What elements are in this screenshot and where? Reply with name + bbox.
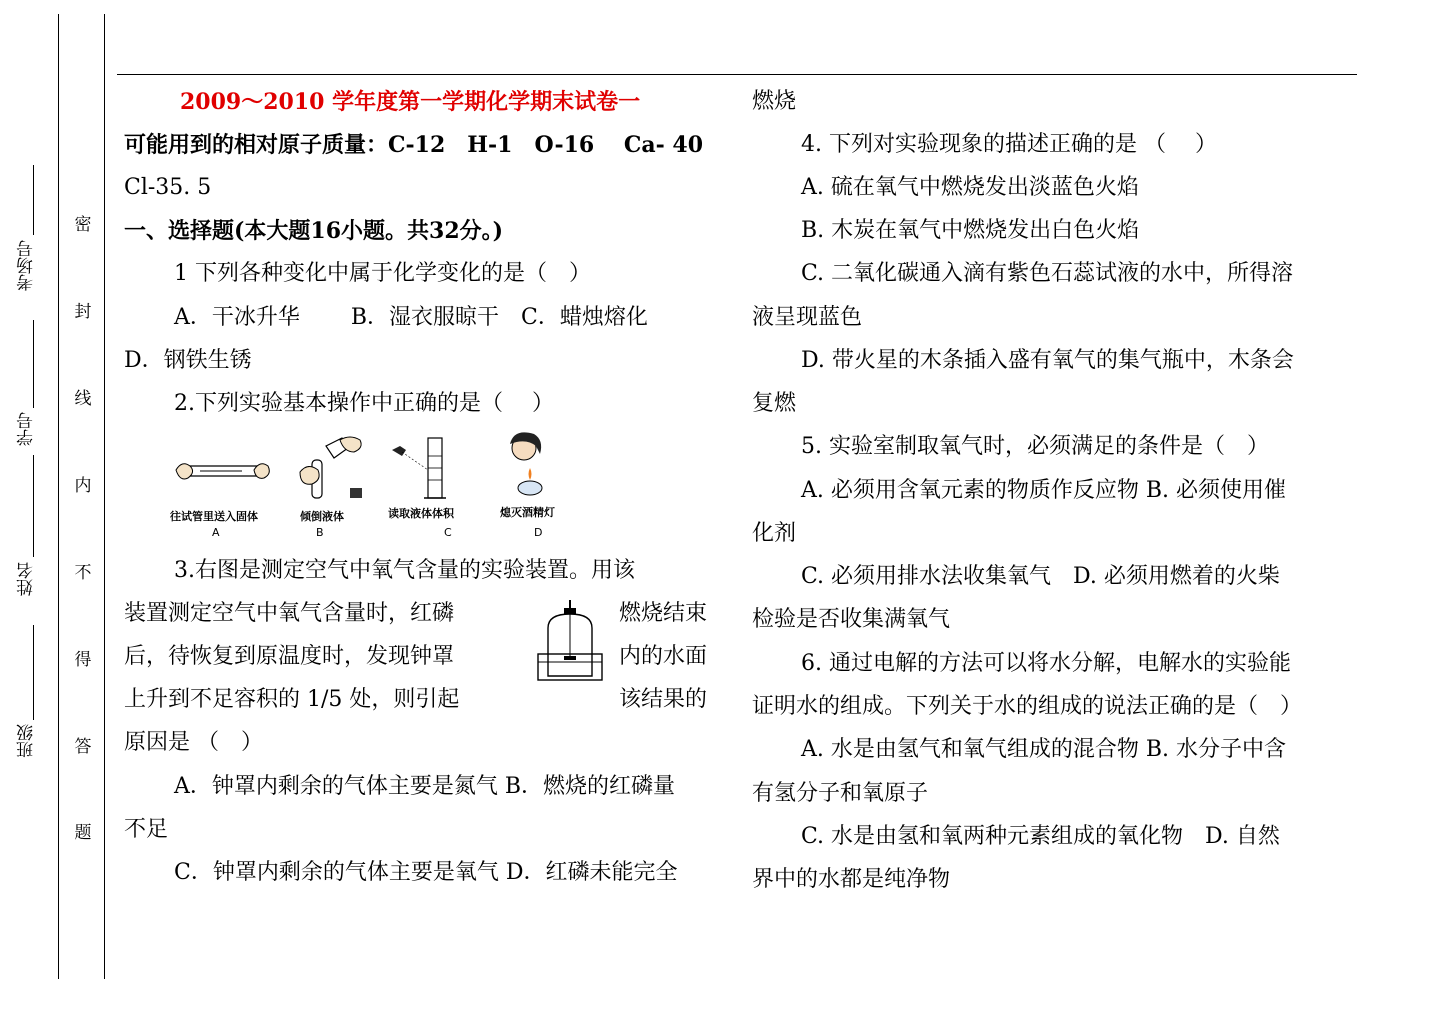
question-3-text: 原因是 （ ） <box>124 730 263 755</box>
question-5-options: 化剂 <box>752 521 797 546</box>
test-tube-solid-illustration <box>172 440 272 502</box>
section-heading: 一、选择题(本大题16小题。共32分。) <box>124 218 504 244</box>
pour-liquid-illustration <box>282 432 372 504</box>
student-id-label: 学号 <box>17 412 37 446</box>
figure-caption: 熄灭酒精灯 <box>500 506 555 519</box>
exam-room-field <box>33 165 34 235</box>
question-3-text: 后，待恢复到原温度时，发现钟罩 <box>124 644 455 669</box>
blow-out-lamp-illustration <box>494 428 554 500</box>
bell-jar-apparatus-illustration <box>534 598 606 688</box>
seal-char: 答 <box>74 737 92 757</box>
question-5-options: 检验是否收集满氧气 <box>752 607 951 632</box>
question-1-option-d: D．钢铁生锈 <box>124 348 252 373</box>
question-5-options: A. 必须用含氧元素的物质作反应物 B. 必须使用催 <box>801 478 1287 503</box>
seal-char: 封 <box>74 302 92 322</box>
question-3: 3.右图是测定空气中氧气含量的实验装置。用该 <box>174 558 635 583</box>
question-3-text: 内的水面 <box>619 644 708 669</box>
seal-char: 密 <box>74 215 92 235</box>
question-6: 6. 通过电解的方法可以将水分解，电解水的实验能 <box>801 651 1291 676</box>
binding-line-outer <box>58 14 59 979</box>
figure-letter: B <box>316 526 324 539</box>
question-5-options: C. 必须用排水法收集氧气 D. 必须用燃着的火柴 <box>801 564 1280 589</box>
figure-letter: A <box>212 526 220 539</box>
question-3-options: A．钟罩内剩余的气体主要是氮气 B．燃烧的红磷量 <box>174 774 676 799</box>
figure-caption: 往试管里送入固体 <box>170 510 258 523</box>
binding-line-inner <box>104 14 105 979</box>
header-rule <box>117 74 1357 75</box>
page-title: 2009～2010 学年度第一学期化学期末试卷一 <box>180 89 641 115</box>
question-4: 4. 下列对实验现象的描述正确的是 （ ） <box>801 132 1217 157</box>
figure-letter: D <box>534 526 543 539</box>
question-6-options: C. 水是由氢和氧两种元素组成的氧化物 D. 自然 <box>801 824 1280 849</box>
question-4-option-a: A. 硫在氧气中燃烧发出淡蓝色火焰 <box>801 175 1139 200</box>
question-3-text: 上升到不足容积的 1/5 处，则引起 <box>124 687 460 712</box>
question-3-text: 燃烧结束 <box>619 601 708 626</box>
question-6-options: 界中的水都是纯净物 <box>752 867 951 892</box>
question-3-text: 装置测定空气中氧气含量时，红磷 <box>124 601 455 626</box>
seal-char: 题 <box>74 823 92 843</box>
question-4-option-b: B. 木炭在氧气中燃烧发出白色火焰 <box>801 218 1140 243</box>
exam-room-label: 考场号 <box>17 240 37 291</box>
question-4-option-c: 液呈现蓝色 <box>752 305 863 330</box>
question-4-option-d: 复燃 <box>752 391 797 416</box>
question-1-options: A．干冰升华 B．湿衣服晾干 C．蜡烛熔化 <box>174 305 648 330</box>
figure-caption: 倾倒液体 <box>300 510 344 523</box>
question-3-options: C．钟罩内剩余的气体主要是氧气 D．红磷未能完全 <box>174 860 678 885</box>
name-label: 姓名 <box>17 562 37 596</box>
student-id-field <box>33 320 34 408</box>
read-volume-illustration <box>388 432 458 504</box>
seal-char: 得 <box>74 650 92 670</box>
question-6-options: 有氢分子和氧原子 <box>752 781 929 806</box>
name-field <box>33 455 34 557</box>
question-6-options: A. 水是由氢气和氧气组成的混合物 B. 水分子中含 <box>801 737 1287 762</box>
question-6: 证明水的组成。下列关于水的组成的说法正确的是（ ） <box>752 694 1303 719</box>
question-4-option-c: C. 二氧化碳通入滴有紫色石蕊试液的水中，所得溶 <box>801 261 1294 286</box>
question-5: 5. 实验室制取氧气时，必须满足的条件是（ ） <box>801 434 1269 459</box>
figure-caption: 读取液体体积 <box>388 507 454 520</box>
seal-char: 线 <box>74 389 92 409</box>
class-field <box>33 625 34 720</box>
question-1: 1 下列各种变化中属于化学变化的是（ ） <box>174 261 591 286</box>
question-3-options: 不足 <box>124 817 169 842</box>
class-label: 班级 <box>17 724 37 758</box>
atomic-mass-line: Cl-35. 5 <box>124 175 212 200</box>
atomic-mass-line: 可能用到的相对原子质量：C-12 H-1 O-16 Ca- 40 <box>124 132 704 158</box>
seal-char: 内 <box>74 476 92 496</box>
seal-char: 不 <box>74 563 92 583</box>
question-4-option-d: D. 带火星的木条插入盛有氧气的集气瓶中，木条会 <box>801 348 1294 373</box>
question-2: 2.下列实验基本操作中正确的是（ ） <box>174 391 554 416</box>
question-3-text: 该结果的 <box>619 687 708 712</box>
figure-letter: C <box>444 526 452 539</box>
continued-text: 燃烧 <box>752 89 797 114</box>
